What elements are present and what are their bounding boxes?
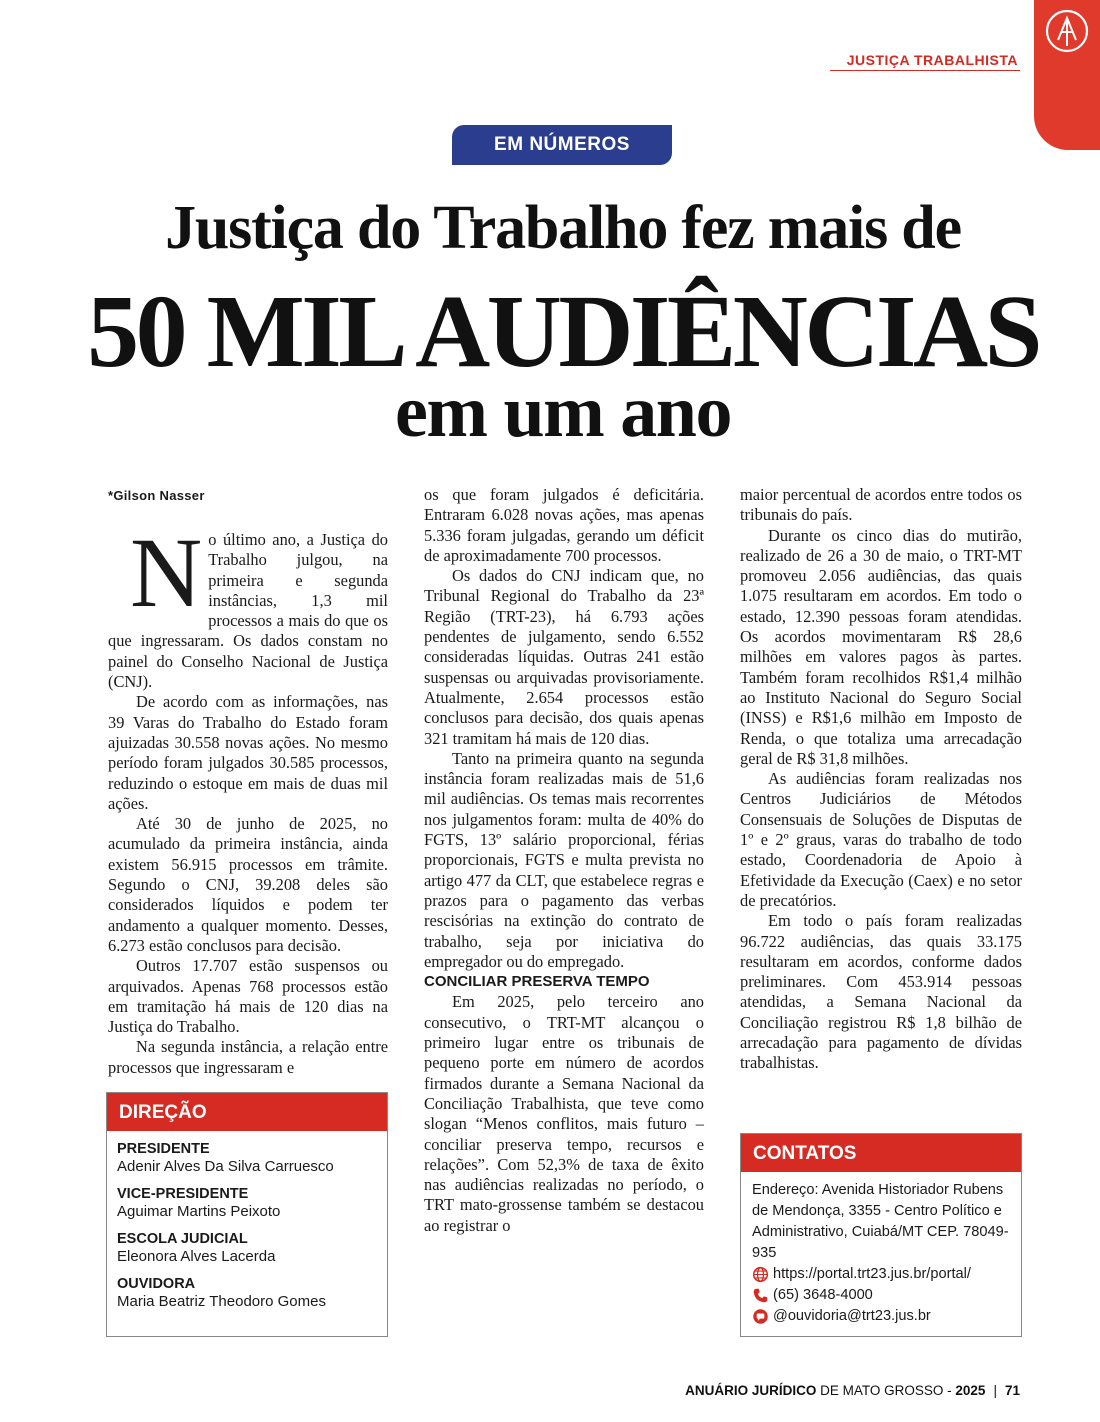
article-column-3 xyxy=(740,485,1022,1074)
category-badge: EM NÚMEROS xyxy=(452,125,672,165)
direcao-role: PRESIDENTE xyxy=(117,1141,210,1157)
headline-line-1: Justiça do Trabalho fez mais de xyxy=(165,194,961,262)
drop-cap: N xyxy=(130,517,203,628)
paragraph: maior percentual de acordos entre todos os tribunais do país. xyxy=(740,485,1022,525)
section-rule xyxy=(830,70,1020,71)
contact-email-row[interactable] xyxy=(752,1306,1011,1327)
article-column-1 xyxy=(108,517,388,1078)
direcao-item xyxy=(117,1276,377,1311)
contact-phone-row[interactable] xyxy=(752,1285,1011,1306)
contact-email[interactable]: @ouvidoria@trt23.jus.br xyxy=(773,1308,931,1324)
paragraph: Até 30 de junho de 2025, no acumulado da primeira instância, ainda existem 56.915 processos em trâmite. Segundo o CNJ, 39.208 deles são considerados líquidos e podem ter andamento a qualquer momento. Desses, 6.273 estão conclusos para decisão. xyxy=(108,814,388,955)
paragraph: Tanto na primeira quanto na segunda instância foram realizadas mais de 51,6 mil audiências. Os temas mais recorrentes nos julgamentos foram: multa de 40% do FGTS, 13º salário proporcional, férias proporcionais, FGTS e multa prevista no artigo 477 da CLT, que estabelece regras e prazos para o pagamento das verbas rescisórias na extinção do contrato de trabalho, seja por iniciativa do empregador ou do empregado. xyxy=(424,748,704,971)
paragraph: Em todo o país foram realizadas 96.722 audiências, das quais 33.175 resultaram em acordos, conforme dados preliminares. Com 453.914 pessoas atendidas, a Semana Nacional da Conciliação registrou R$ 1,8 bilhão de arrecadação para pagamento de dívidas trabalhistas. xyxy=(740,911,1022,1073)
logo-icon xyxy=(1044,8,1090,54)
direcao-name: Aguimar Martins Peixoto xyxy=(117,1203,281,1220)
direcao-box xyxy=(106,1092,388,1337)
direcao-item xyxy=(117,1186,377,1221)
contact-site-row[interactable] xyxy=(752,1264,1011,1285)
paragraph: Na segunda instância, a relação entre processos que ingressaram e xyxy=(108,1037,388,1077)
contact-site-link[interactable]: https://portal.trt23.jus.br/portal/ xyxy=(773,1266,971,1282)
direcao-role: ESCOLA JUDICIAL xyxy=(117,1231,248,1247)
headline-line-2: 50 MIL AUDIÊNCIAS xyxy=(87,274,1039,389)
paragraph: Os dados do CNJ indicam que, no Tribunal Regional do Trabalho da 23ª Região (TRT-23), há 6.793 ações pendentes de julgamento, sendo 6.552 consideradas líquidas. Outras 241 estão suspensas ou arquivadas provisoriamente. Atualmente, 2.654 processos estão conclusos para decisão, dos quais apenas 321 tramitam há mais de 120 dias. xyxy=(424,566,704,748)
direcao-name: Eleonora Alves Lacerda xyxy=(117,1248,276,1265)
footer-publication: ANUÁRIO JURÍDICO xyxy=(685,1383,817,1398)
direcao-item xyxy=(117,1141,377,1176)
globe-icon xyxy=(752,1266,769,1283)
contact-address: Endereço: Avenida Historiador Rubens de Mendonça, 3355 - Centro Político e Administrativo, Cuiabá/MT CEP. 78049-935 xyxy=(752,1182,1009,1261)
footer-separator: | xyxy=(993,1383,997,1398)
paragraph: De acordo com as informações, nas 39 Varas do Trabalho do Estado foram ajuizadas 30.558 novas ações. No mesmo período foram julgados 30.585 processos, reduzindo o estoque em mais de duas mil ações. xyxy=(108,692,388,813)
section-label: JUSTIÇA TRABALHISTA xyxy=(846,52,1018,68)
contatos-title: CONTATOS xyxy=(741,1134,1021,1172)
direcao-title: DIREÇÃO xyxy=(107,1093,387,1131)
direcao-role: OUVIDORA xyxy=(117,1276,196,1292)
paragraph: No último ano, a Justiça do Trabalho julgou, na primeira e segunda instâncias, 1,3 mil processos a mais do que os que ingressaram. Os dados constam no painel do Conselho Nacional de Justiça (CNJ). xyxy=(108,517,388,692)
paragraph: Em 2025, pelo terceiro ano consecutivo, o TRT-MT alcançou o primeiro lugar entre os tribunais de pequeno porte em número de acordos firmados durante a Semana Nacional da Conciliação Trabalhista, que teve como slogan “Menos conflitos, mais futuro – conciliar preserva tempo, recursos e relações”. Com 52,3% de taxa de êxito nas audiências realizadas no período, o TRT mato-grossense também se destacou ao registrar o xyxy=(424,992,704,1235)
headline-line-3: em um ano xyxy=(395,371,731,453)
page-footer xyxy=(685,1383,1020,1398)
direcao-name: Maria Beatriz Theodoro Gomes xyxy=(117,1293,326,1310)
direcao-item xyxy=(117,1231,377,1266)
paragraph: As audiências foram realizadas nos Centros Judiciários de Métodos Consensuais de Soluções de Disputas de 1º e 2º graus, varas do trabalho de todo estado, Coordenadoria de Apoio à Efetividade da Execução (Caex) e no setor de precatórios. xyxy=(740,769,1022,910)
paragraph: Durante os cinco dias do mutirão, realizado de 26 a 30 de maio, o TRT-MT promoveu 2.056 audiências, das quais 1.075 resultaram em acordos. Em todo o estado, 12.390 pessoas foram atendidas. Os acordos movimentaram R$ 28,6 milhões em valores pagos às partes. Também foram recolhidos R$1,4 milhão ao Instituto Nacional do Seguro Social (INSS) e R$1,6 milhão em Imposto de Renda, o que totaliza uma arrecadação geral de R$ 31,8 milhões. xyxy=(740,525,1022,768)
footer-year: 2025 xyxy=(955,1383,986,1398)
author-byline: *Gilson Nasser xyxy=(108,488,205,503)
article-column-2 xyxy=(424,485,704,1236)
contact-phone[interactable]: (65) 3648-4000 xyxy=(773,1287,873,1303)
paragraph: os que foram julgados é deficitária. Entraram 6.028 novas ações, mas apenas 5.336 foram julgadas, gerando um déficit de aproximadamente 700 processos. xyxy=(424,485,704,565)
contatos-box xyxy=(740,1133,1022,1337)
direcao-role: VICE-PRESIDENTE xyxy=(117,1186,249,1202)
direcao-name: Adenir Alves Da Silva Carruesco xyxy=(117,1158,334,1175)
footer-publication-rest: DE MATO GROSSO - xyxy=(816,1383,956,1398)
paragraph: Outros 17.707 estão suspensos ou arquivados. Apenas 768 processos estão em tramitação há mais de 120 dias na Justiça do Trabalho. xyxy=(108,956,388,1037)
page-number: 71 xyxy=(1004,1383,1020,1398)
chat-icon xyxy=(752,1308,769,1325)
subheading: CONCILIAR PRESERVA TEMPO xyxy=(424,973,650,991)
phone-icon xyxy=(752,1287,769,1304)
